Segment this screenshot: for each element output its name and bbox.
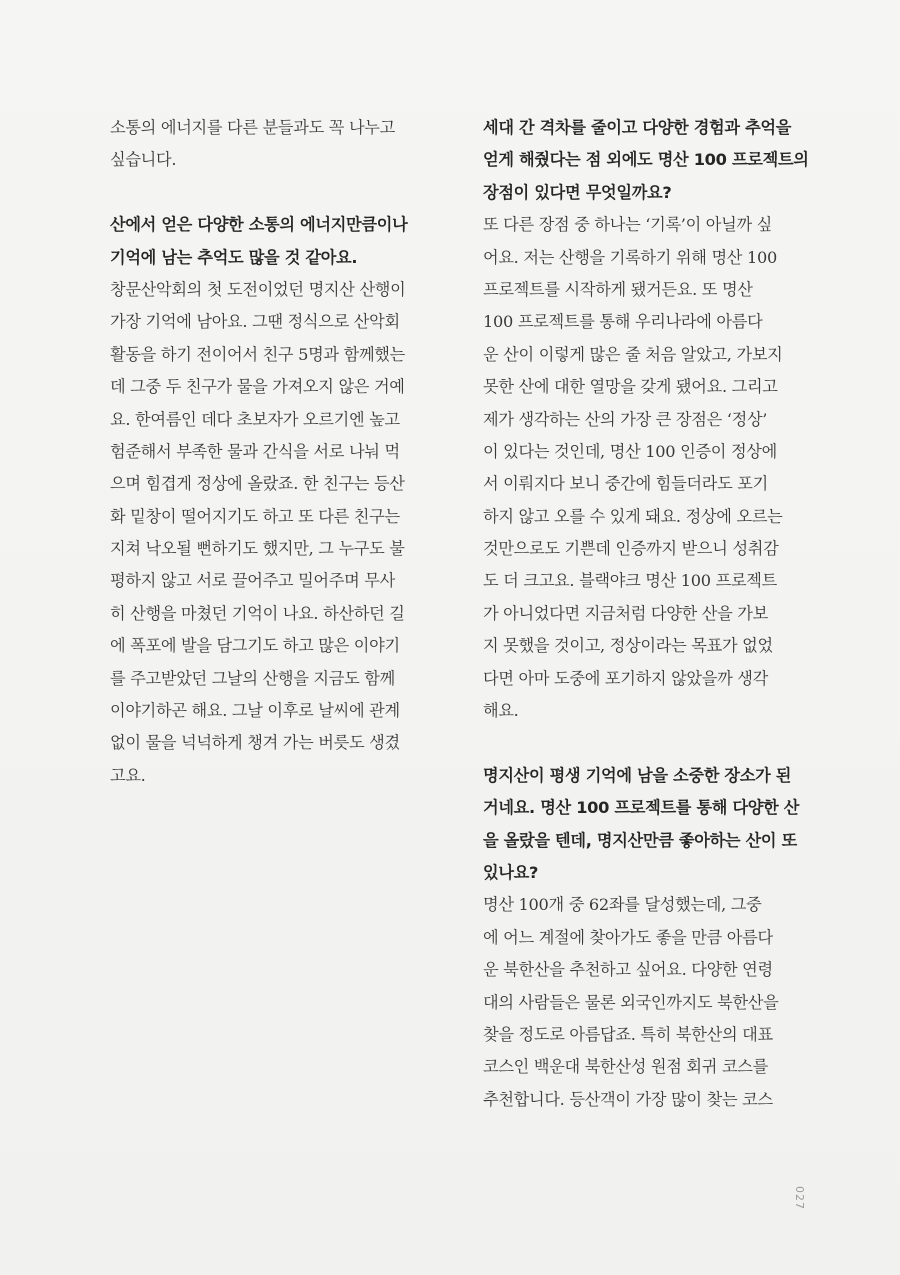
text-line: 이야기하곤 해요. 그날 이후로 날씨에 관계 [110,701,400,721]
text-line: 험준해서 부족한 물과 간식을 서로 나눠 먹 [110,441,400,461]
text-line: 활동을 하기 전이어서 친구 5명과 함께했는 [110,344,405,364]
text-line: 운 북한산을 추천하고 싶어요. 다양한 연령 [483,960,773,980]
text-line: 가장 기억에 남아요. 그땐 정식으로 산악회 [110,312,400,332]
paragraph-gap [110,177,455,209]
interview-question [483,760,828,890]
text-line: 해요. [483,701,519,721]
text-line: 데 그중 두 친구가 물을 가져오지 않은 거예 [110,377,405,397]
text-line: 에 어느 계절에 찾아가도 좋을 만큼 아름다 [483,927,773,947]
text-line: 를 주고받았던 그날의 산행을 지금도 함께 [110,668,395,688]
left-column [110,112,455,792]
text-line: 히 산행을 마쳤던 기억이 나요. 하산하던 길 [110,603,405,623]
text-line: 추천합니다. 등산객이 가장 많이 찾는 코스 [483,1089,773,1109]
text-line: 명지산이 평생 기억에 남을 소중한 장소가 된 [483,765,792,785]
text-line: 기억에 남는 추억도 많을 것 같아요. [110,247,358,267]
text-line: 에 폭포에 발을 담그기도 하고 많은 이야기 [110,636,400,656]
text-line: 있나요? [483,862,539,882]
interview-answer [483,209,828,727]
text-line: 산에서 얻은 다양한 소통의 에너지만큼이나 [110,215,408,235]
text-line: 대의 사람들은 물론 외국인까지도 북한산을 [483,992,779,1012]
text-line: 어요. 저는 산행을 기록하기 위해 명산 100 [483,247,777,267]
text-line: 찾을 정도로 아름답죠. 특히 북한산의 대표 [483,1024,773,1044]
text-line: 얻게 해줬다는 점 외에도 명산 100 프로젝트의 [483,150,809,170]
text-line: 프로젝트를 시작하게 됐거든요. 또 명산 [483,279,753,299]
text-line: 서 이뤄지다 보니 중간에 힘들더라도 포기 [483,474,768,494]
text-line: 도 더 크고요. 블랙야크 명산 100 프로젝트 [483,571,777,591]
text-line: 고요. [110,765,146,785]
text-line: 세대 간 격차를 줄이고 다양한 경험과 추억을 [483,118,792,137]
text-line: 또 다른 장점 중 하나는 ‘기록’이 아닐까 싶 [483,215,773,235]
text-line: 요. 한여름인 데다 초보자가 오르기엔 높고 [110,409,400,429]
text-line: 다면 아마 도중에 포기하지 않았을까 생각 [483,668,768,688]
interview-answer [483,889,828,1116]
text-line: 못한 산에 대한 열망을 갖게 됐어요. 그리고 [483,377,778,397]
text-line: 평하지 않고 서로 끌어주고 밀어주며 무사 [110,571,395,591]
interview-answer [110,274,455,792]
text-line: 제가 생각하는 산의 가장 큰 장점은 ‘정상’ [483,409,768,429]
text-line: 하지 않고 오를 수 있게 돼요. 정상에 오르는 [483,506,783,526]
text-line: 으며 힘겹게 정상에 올랐죠. 한 친구는 등산 [110,474,405,494]
text-line: 코스인 백운대 북한산성 원점 회귀 코스를 [483,1057,768,1077]
text-line: 없이 물을 넉넉하게 챙겨 가는 버릇도 생겼 [110,733,400,753]
text-line: 싶습니다. [110,150,177,170]
right-column [483,112,828,1116]
text-line: 것만으로도 기쁜데 인증까지 받으니 성취감 [483,539,779,559]
text-line: 창문산악회의 첫 도전이었던 명지산 산행이 [110,279,406,299]
paragraph-gap [483,727,828,759]
interview-question [110,209,455,274]
text-line: 가 아니었다면 지금처럼 다양한 산을 가보 [483,603,768,623]
text-line: 장점이 있다면 무엇일까요? [483,182,672,202]
page-number: 027 [793,1186,806,1210]
text-line: 운 산이 이렇게 많은 줄 처음 알았고, 가보지 [483,344,783,364]
text-line: 명산 100개 중 62좌를 달성했는데, 그중 [483,895,762,915]
text-line: 소통의 에너지를 다른 분들과도 꼭 나누고 [110,118,395,137]
text-line: 을 올랐을 텐데, 명지산만큼 좋아하는 산이 또 [483,830,797,850]
intro-paragraph [110,112,455,177]
text-line: 이 있다는 것인데, 명산 100 인증이 정상에 [483,441,777,461]
text-line: 거네요. 명산 100 프로젝트를 통해 다양한 산 [483,798,800,818]
text-line: 지 못했을 것이고, 정상이라는 목표가 없었 [483,636,773,656]
text-line: 100 프로젝트를 통해 우리나라에 아름다 [483,312,763,332]
text-line: 지쳐 낙오될 뻔하기도 했지만, 그 누구도 불 [110,539,405,559]
interview-question [483,112,828,209]
text-line: 화 밑창이 떨어지기도 하고 또 다른 친구는 [110,506,400,526]
